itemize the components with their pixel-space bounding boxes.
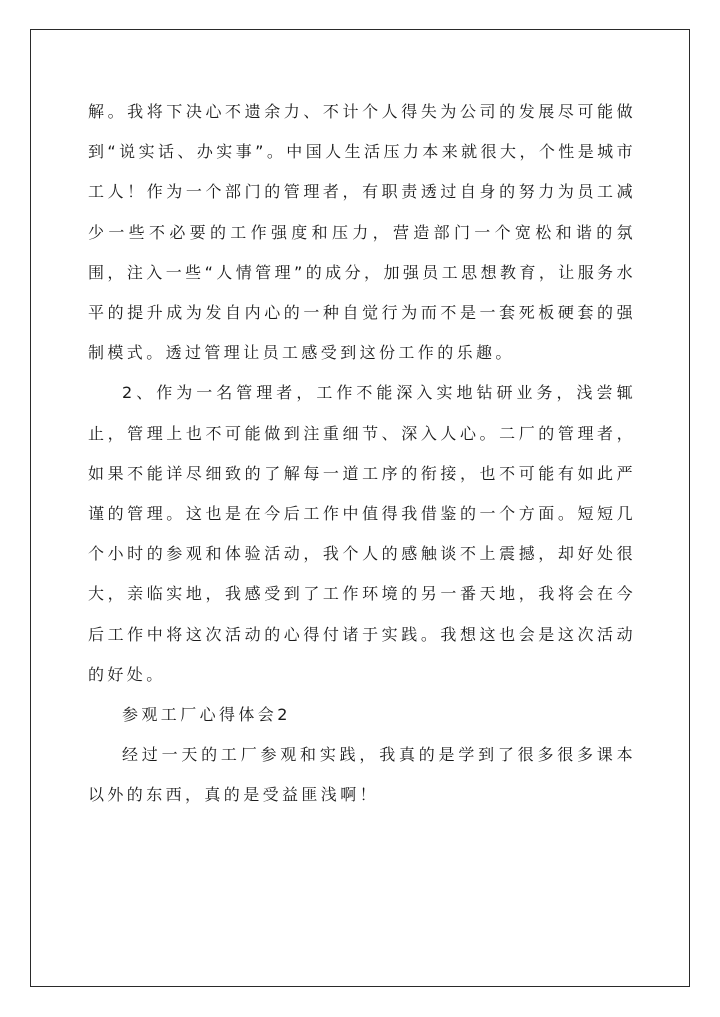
paragraph-continuation: 解。我将下决心不遗余力、不计个人得失为公司的发展尽可能做到“说实话、办实事”。中国人生活压力本来就很大，个性是城市工人！作为一个部门的管理者，有职责透过自身的努力为员工减少一些不必要的工作强度和压力，营造部门一个宽松和谐的氛围，注入一些“人情管理”的成分，加强员工思想教育，让服务水平的提升成为发自内心的一种自觉行为而不是一套死板硬套的强制模式。透过管理让员工感受到这份工作的乐趣。	[88, 102, 636, 363]
paragraph-point-2: 2、作为一名管理者，工作不能深入实地钻研业务，浅尝辄止，管理上也不可能做到注重细节、深入人心。二厂的管理者，如果不能详尽细致的了解每一道工序的衔接，也不可能有如此严谨的管理。这也是在今后工作中值得我借鉴的一个方面。短短几个小时的参观和体验活动，我个人的感触谈不上震撼，却好处很大，亲临实地，我感受到了工作环境的另一番天地，我将会在今后工作中将这次活动的心得付诸于实践。我想这也会是这次活动的好处。	[88, 383, 636, 684]
section-heading: 参观工厂心得体会2	[122, 705, 291, 725]
paragraph-intro: 经过一天的工厂参观和实践，我真的是学到了很多很多课本以外的东西，真的是受益匪浅啊！	[88, 745, 636, 805]
document-body	[88, 92, 636, 816]
